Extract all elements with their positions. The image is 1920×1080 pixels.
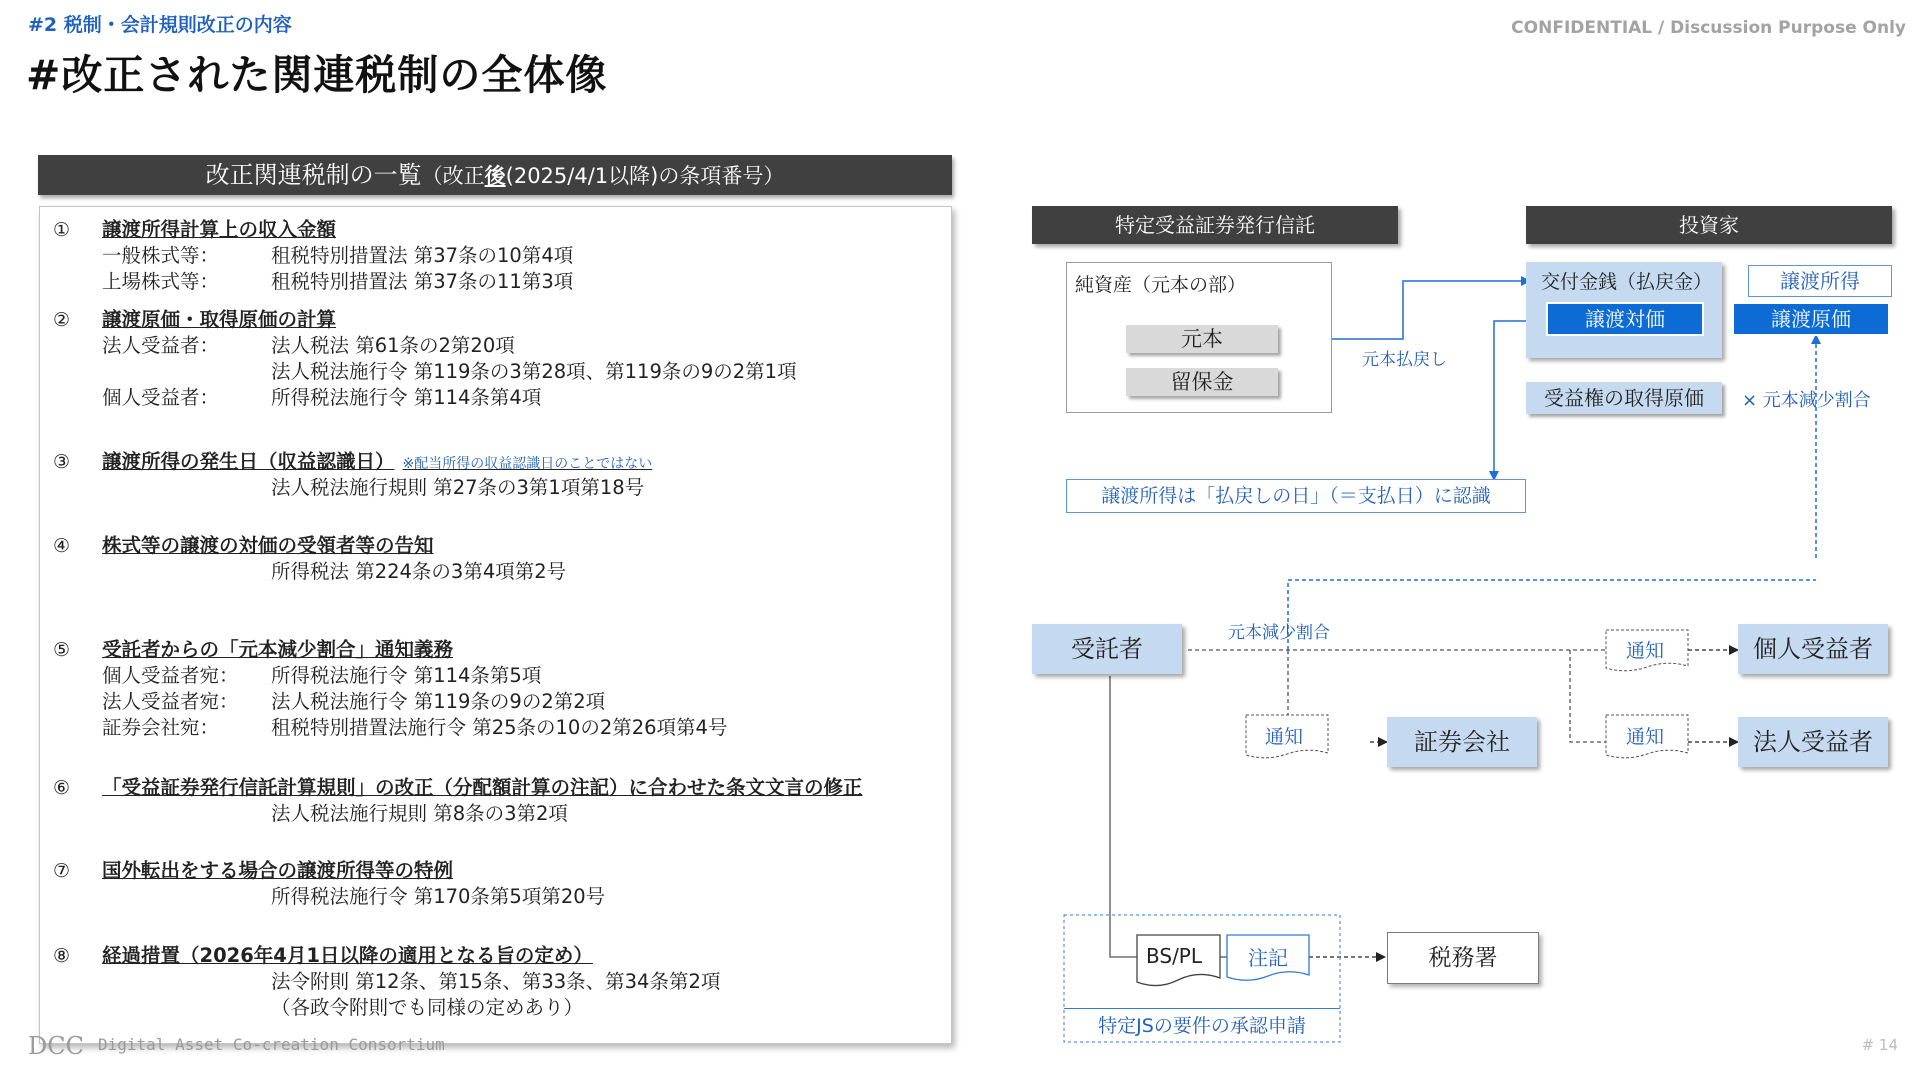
item-row-value: 法令附則 第12条、第15条、第33条、第34条第2項 <box>271 970 721 993</box>
footer-org: Digital Asset Co-creation Consortium <box>98 1035 445 1054</box>
item-row-label: 上場株式等： <box>102 270 220 293</box>
item-row-label: 法人受益者： <box>102 334 220 357</box>
notice-label-individual: 通知 <box>1626 640 1665 662</box>
tax-list-title: 改正関連税制の一覧 <box>205 161 422 189</box>
subtitle-part: （改正 <box>421 164 485 188</box>
item-row-value: 所得税法施行令 第114条第4項 <box>271 386 542 409</box>
delivered-money-label: 交付金銭（払戻金） <box>1541 271 1713 293</box>
tax-office-box: 税務署 <box>1387 932 1539 984</box>
item-number: ⑥ <box>53 777 71 799</box>
net-assets-label: 純資産（元本の部） <box>1075 274 1247 296</box>
item-row-value: 法人税法施行規則 第8条の3第2項 <box>271 802 568 825</box>
item-number: ⑦ <box>53 860 71 882</box>
investor-header: 投資家 <box>1526 206 1892 244</box>
recognition-note: 譲渡所得は「払戻しの日」（＝支払日）に認識 <box>1066 479 1526 513</box>
notice-label-corporate: 通知 <box>1626 726 1665 748</box>
item-heading-text: 「受益証券発行信託計算規則」の改正（分配額計算の注記）に合わせた条文文言の修正 <box>102 776 863 799</box>
item-row-value: 所得税法施行令 第170条第5項第20号 <box>271 885 606 908</box>
securities-company-box: 証券会社 <box>1387 717 1537 767</box>
reduction-multiplier-label: × 元本減少割合 <box>1742 390 1871 411</box>
trustee-box: 受託者 <box>1032 624 1182 674</box>
reduction-ratio-label: 元本減少割合 <box>1228 623 1330 643</box>
item-row-value: 法人税法施行規則 第27条の3第1項第18号 <box>271 476 645 499</box>
individual-beneficiary-box: 個人受益者 <box>1738 624 1888 674</box>
principal-box: 元本 <box>1126 325 1278 353</box>
item-row-value: （各政令附則でも同様の定めあり） <box>271 996 584 1019</box>
item-number: ③ <box>53 451 71 473</box>
approval-label: 特定JSの要件の承認申請 <box>1064 1008 1340 1043</box>
footer-logo: DCC <box>28 1032 84 1060</box>
trust-header: 特定受益証券発行信託 <box>1032 206 1398 244</box>
transfer-price-box: 譲渡対価 <box>1546 302 1704 336</box>
item-number: ⑤ <box>53 639 71 661</box>
item-number: ⑧ <box>53 945 71 967</box>
item-heading-text: 譲渡所得計算上の収入金額 <box>102 218 337 241</box>
notice-label-securities: 通知 <box>1265 726 1304 748</box>
item-row-label: 個人受益者宛： <box>102 664 239 687</box>
item-row-value: 所得税法施行令 第114条第5項 <box>271 664 542 687</box>
acquisition-cost-box: 受益権の取得原価 <box>1526 382 1722 414</box>
item-row-label: 法人受益者宛： <box>102 690 239 713</box>
section-label: #2 税制・会計規則改正の内容 <box>28 14 292 36</box>
branch-corporate <box>1570 650 1608 742</box>
item-heading-text: 国外転出をする場合の譲渡所得等の特例 <box>102 859 454 882</box>
subtitle-part: (2025/4/1以降)の条項番号） <box>505 164 785 188</box>
item-row-label: 個人受益者： <box>102 386 220 409</box>
bspl-label: BS/PL <box>1146 944 1203 968</box>
reduction-ratio-line <box>1288 580 1816 650</box>
transfer-cost-box: 譲渡原価 <box>1732 302 1890 336</box>
confidential-label: CONFIDENTIAL / Discussion Purpose Only <box>1511 18 1906 38</box>
item-heading-text: 経過措置（2026年4月1日以降の適用となる旨の定め） <box>102 944 593 967</box>
item-heading-text: 譲渡所得の発生日（収益認識日） <box>102 450 395 473</box>
item-note: ※配当所得の収益認識日のことではない <box>402 456 653 472</box>
item-number: ④ <box>53 535 71 557</box>
item-heading-text: 受託者からの「元本減少割合」通知義務 <box>102 638 454 661</box>
annotation-label: 注記 <box>1248 946 1288 970</box>
retained-earnings-box: 留保金 <box>1126 368 1278 396</box>
page-title: #改正された関連税制の全体像 <box>26 51 608 99</box>
item-number: ① <box>53 219 71 241</box>
item-row-label: 証券会社宛： <box>102 716 220 739</box>
item-heading-text: 譲渡原価・取得原価の計算 <box>102 308 337 331</box>
item-row-value: 法人税法 第61条の2第20項 <box>271 334 515 357</box>
item-row-value: 所得税法 第224条の3第4項第2号 <box>271 560 567 583</box>
item-row-value: 法人税法施行令 第119条の9の2第2項 <box>271 690 606 713</box>
item-row-value: 租税特別措置法 第37条の11第3項 <box>271 270 574 293</box>
transfer-income-label: 譲渡所得 <box>1748 265 1892 297</box>
item-number: ② <box>53 309 71 331</box>
principal-refund-label: 元本払戻し <box>1362 350 1447 370</box>
item-heading-text: 株式等の譲渡の対価の受領者等の告知 <box>102 534 434 557</box>
item-row-value: 租税特別措置法 第37条の10第4項 <box>271 244 574 267</box>
subtitle-emphasis: 後 <box>484 164 506 188</box>
page-number: # 14 <box>1861 1036 1898 1054</box>
corporate-beneficiary-box: 法人受益者 <box>1738 717 1888 767</box>
item-row-value: 法人税法施行令 第119条の3第28項、第119条の9の2第1項 <box>271 360 797 383</box>
item-row-value: 租税特別措置法施行令 第25条の10の2第26項第4号 <box>271 716 728 739</box>
item-row-label: 一般株式等： <box>102 244 220 267</box>
